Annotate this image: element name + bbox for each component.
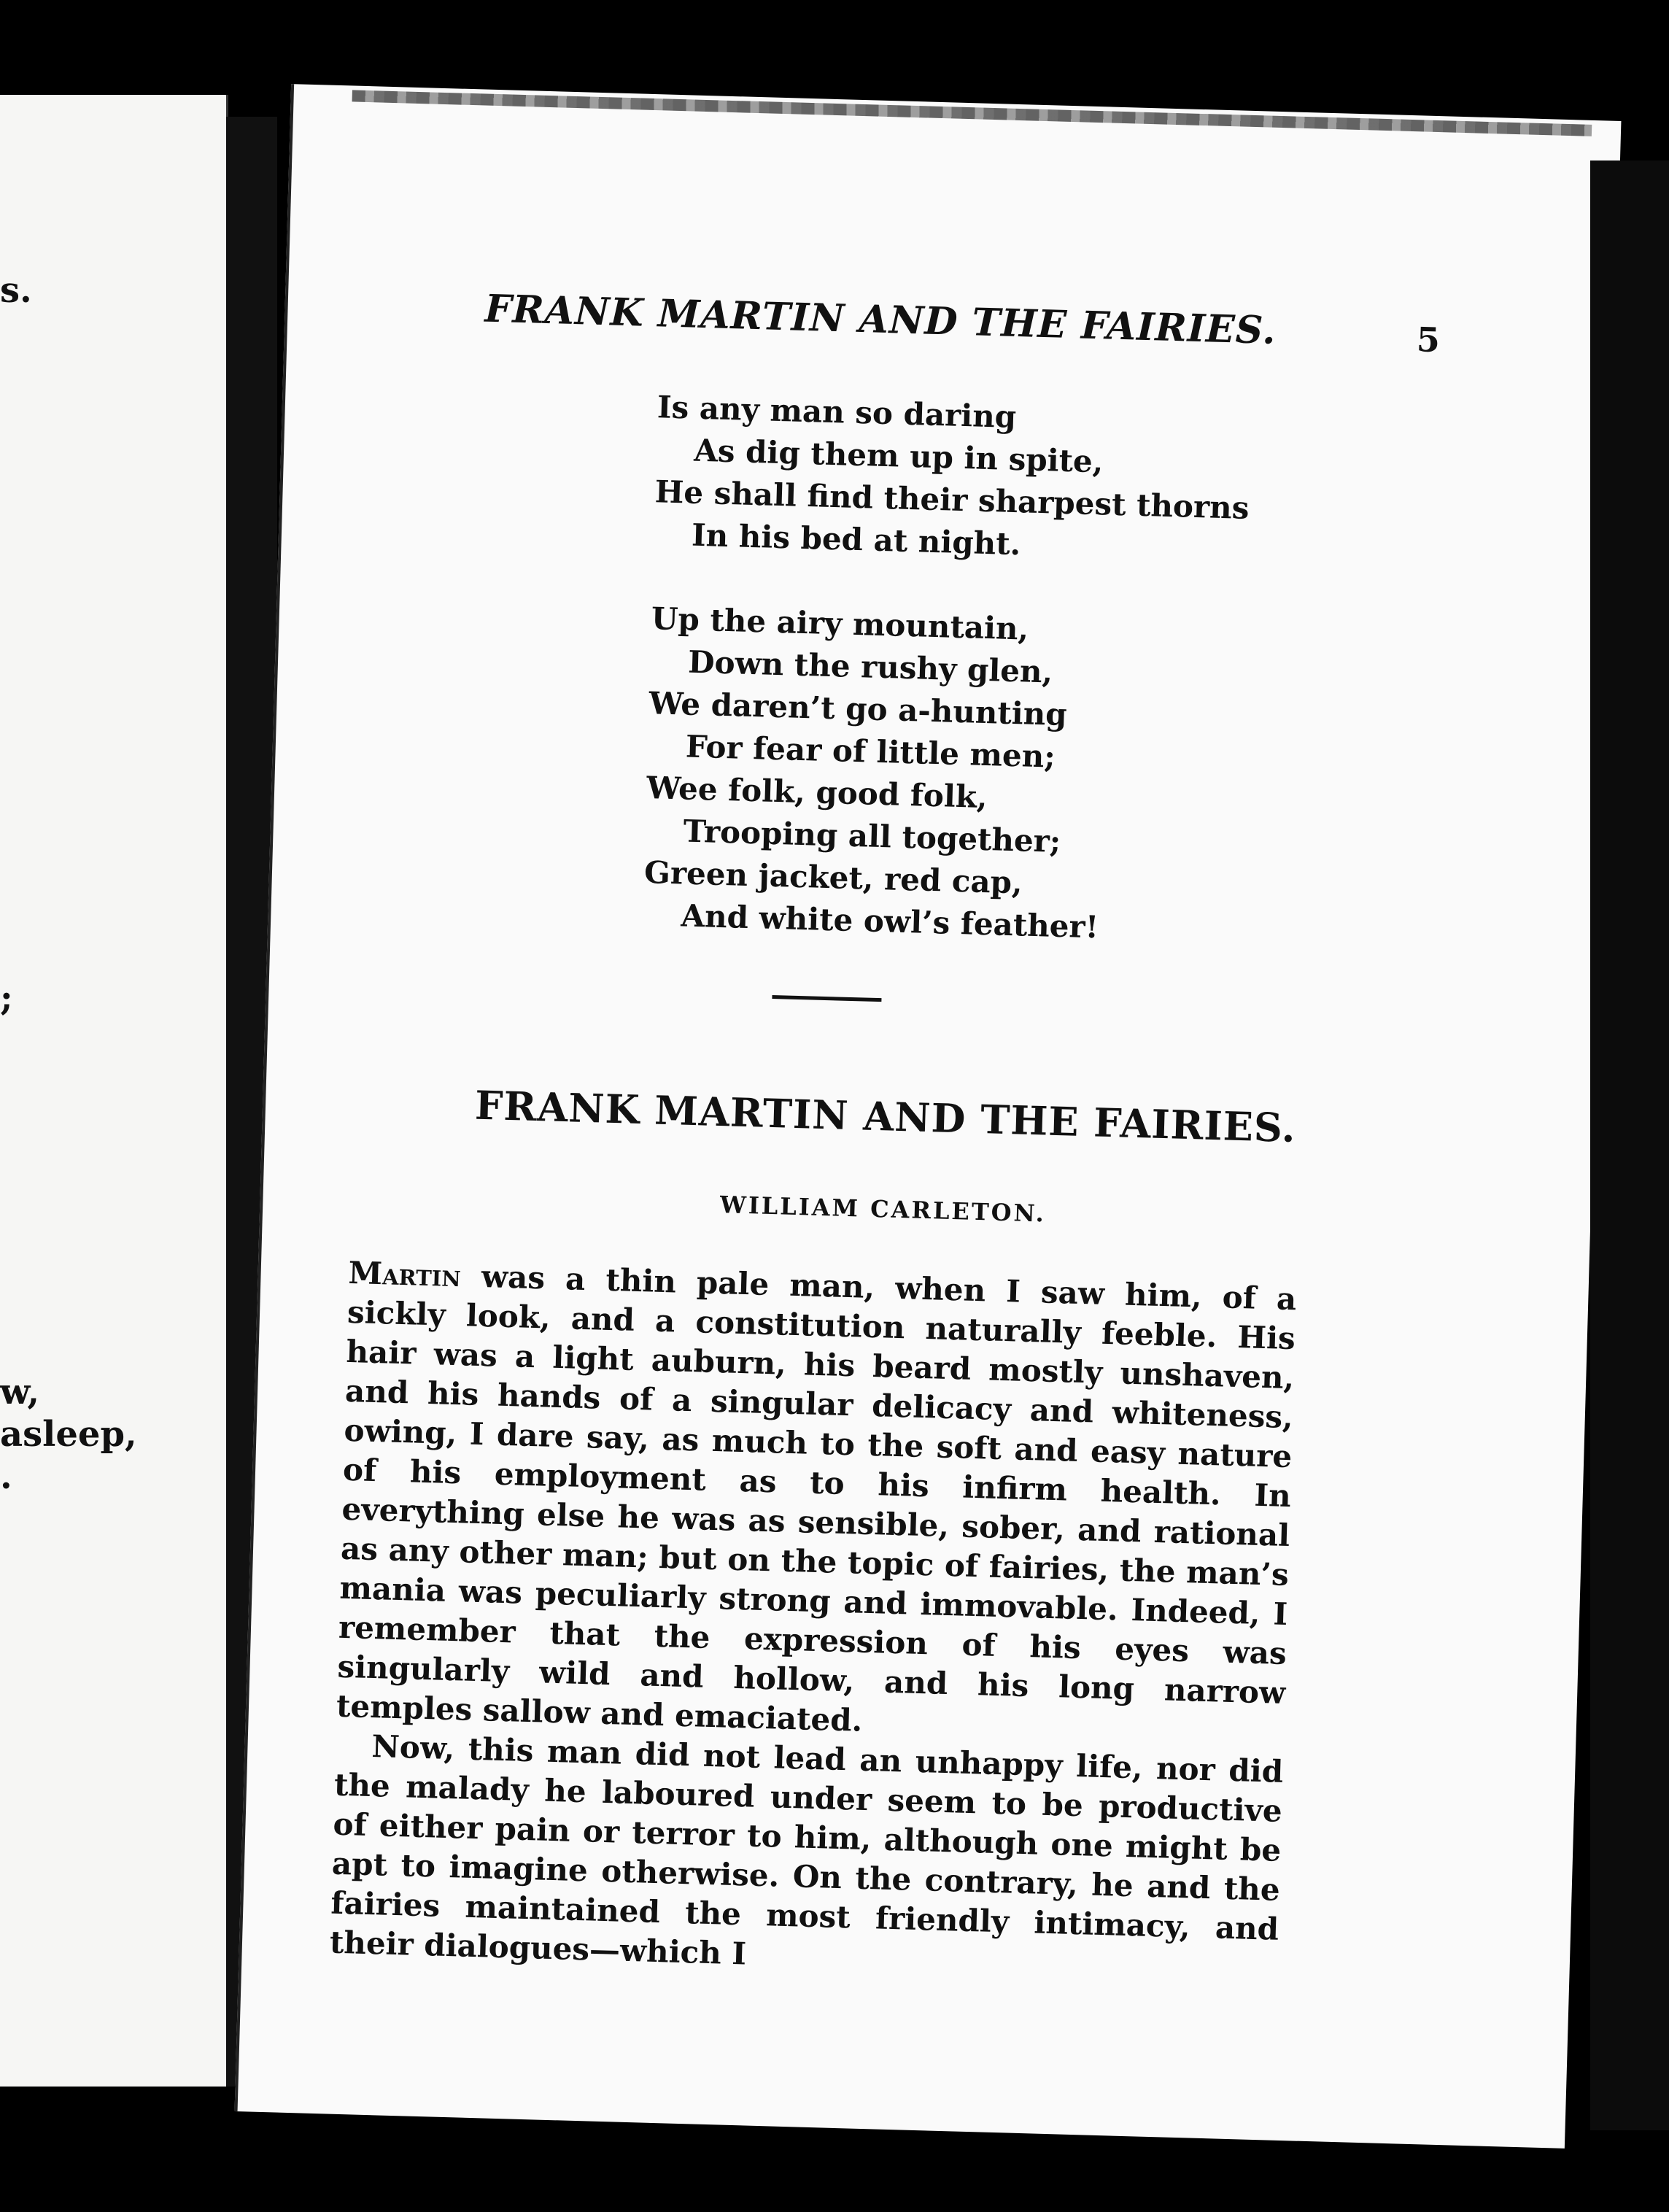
poem-line: And white owl’s feather! [680,897,1099,945]
poem-line: Down the rushy glen, [687,643,1053,690]
poem-line: Wee folk, good folk, [646,770,988,816]
page-top-edge [352,90,1592,136]
poem-line: For fear of little men; [685,728,1056,775]
paragraph: Now, this man did not lead an unhappy life, nor did the malady he laboured under seem to be productive of either pain or terror to him, although one might be apt to imagine otherwise. On the contrary, he and the fairies maintained the most friendly intimacy, and their dialogues—which I [329,1728,1284,1972]
paragraph-text: was a thin pale man, when I saw him, of a sickly look, and a constitution naturally feeble. His hair was a light auburn, his beard mostly unshaven, and his hands of a singular delicacy and whiteness, owing, I dare say, as much to the soft and easy nature of his employment as to his infirm health. In everything else he was as sensible, sober, and rational as any other man; but on the topic of fairies, the man’s mania was peculiarly strong and immovable. Indeed, I remember that the expression of his eyes was singularly wild and hollow, and his long narrow temples sallow and emaciated. [336,1258,1297,1739]
left-page-fragment: w, [0,1372,40,1412]
left-page-fragment: . [0,1456,12,1497]
poem-line: Is any man so daring [657,389,1017,435]
left-page-fragment: asleep, [0,1414,137,1455]
poem-line: As dig them up in spite, [693,432,1104,480]
poem-line: Up the airy mountain, [651,600,1029,647]
poem-line: Green jacket, red cap, [643,854,1023,901]
poem-line: He shall find their sharpest thorns [654,473,1250,526]
story-body [329,1253,1297,1989]
paragraph [336,1253,1297,1752]
story-title: FRANK MARTIN AND THE FAIRIES. [474,1081,1297,1152]
poem [643,386,1252,952]
lead-word: Martin [348,1254,462,1294]
left-page-fragment: ; [0,978,13,1018]
poem-line: We daren’t go a-hunting [648,685,1068,733]
running-head: FRANK MARTIN AND THE FAIRIES. [484,286,1277,353]
book-page [235,84,1622,2149]
page-number: 5 [1416,320,1441,360]
section-divider [772,995,881,1002]
story-author: WILLIAM CARLETON. [719,1191,1047,1228]
poem-line: Trooping all together; [683,813,1062,859]
poem-line: In his bed at night. [691,517,1021,562]
left-page-fragment: s. [0,270,32,311]
facing-left-page [0,95,228,2087]
book-cover-edge [1590,161,1669,2130]
